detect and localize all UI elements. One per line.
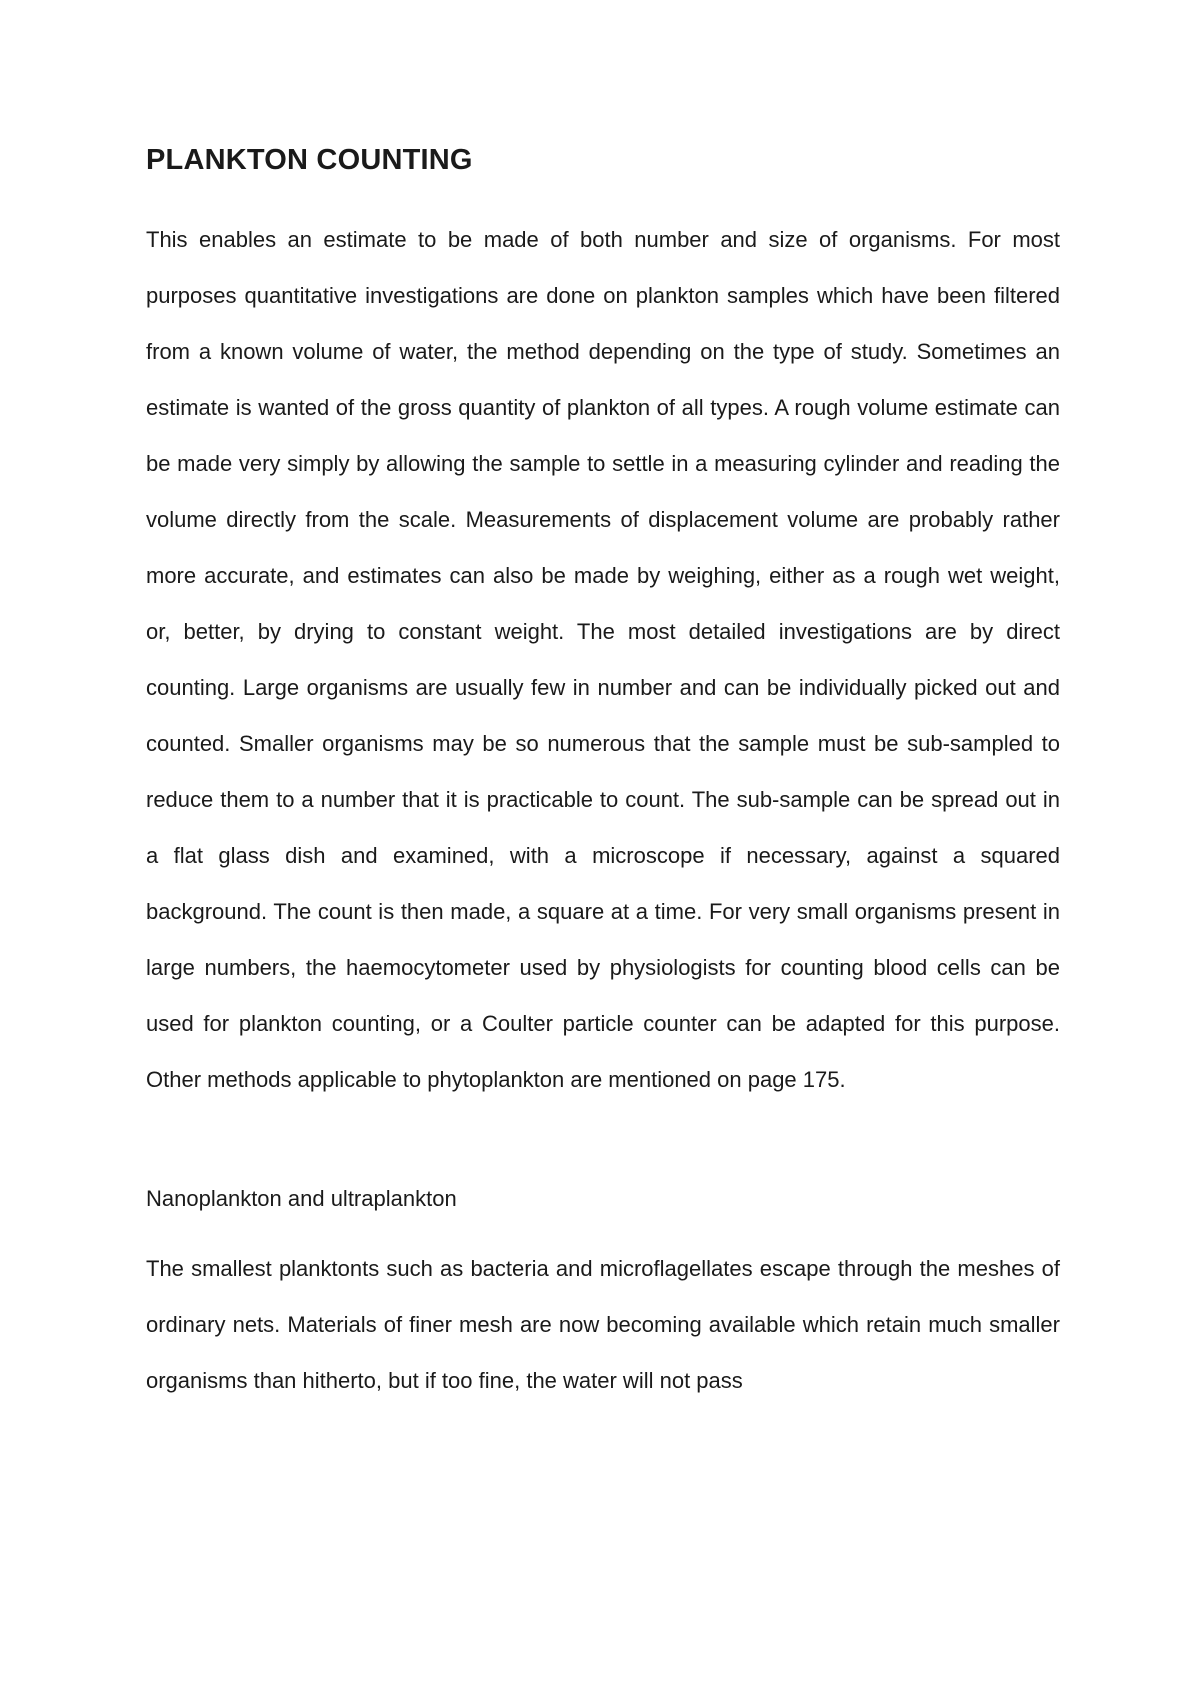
- document-title: PLANKTON COUNTING: [146, 144, 473, 176]
- section-subheading: Nanoplankton and ultraplankton: [146, 1186, 457, 1211]
- paragraph-nanoplankton: The smallest planktonts such as bacteria and microflagellates escape through the meshes of ordinary nets. Materials of finer mesh are now becoming available which retain much smaller organisms than hitherto, but if too fine, the water will not pass: [146, 1256, 1060, 1393]
- paragraph-plankton-counting: This enables an estimate to be made of both number and size of organisms. For most purposes quantitative investigations are done on plankton samples which have been filtered from a known volume of water, the method depending on the type of study. Sometimes an estimate is wanted of the gross quantity of plankton of all types. A rough volume estimate can be made very simply by allowing the sample to settle in a measuring cylinder and reading the volume directly from the scale. Measurements of displacement volume are probably rather more accurate, and estimates can also be made by weighing, either as a rough wet weight, or, better, by drying to constant weight. The most detailed investigations are by direct counting. Large organisms are usually few in number and can be individually picked out and counted. Smaller organisms may be so numerous that the sample must be sub-sampled to reduce them to a number that it is practicable to count. The sub-sample can be spread out in a flat glass dish and examined, with a microscope if necessary, against a squared background. The count is then made, a square at a time. For very small organisms present in large numbers, the haemocytometer used by physiologists for counting blood cells can be used for plankton counting, or a Coulter particle counter can be adapted for this purpose. Other methods applicable to phytoplankton are mentioned on page 175.: [146, 227, 1060, 1092]
- document-body: [146, 140, 1060, 1409]
